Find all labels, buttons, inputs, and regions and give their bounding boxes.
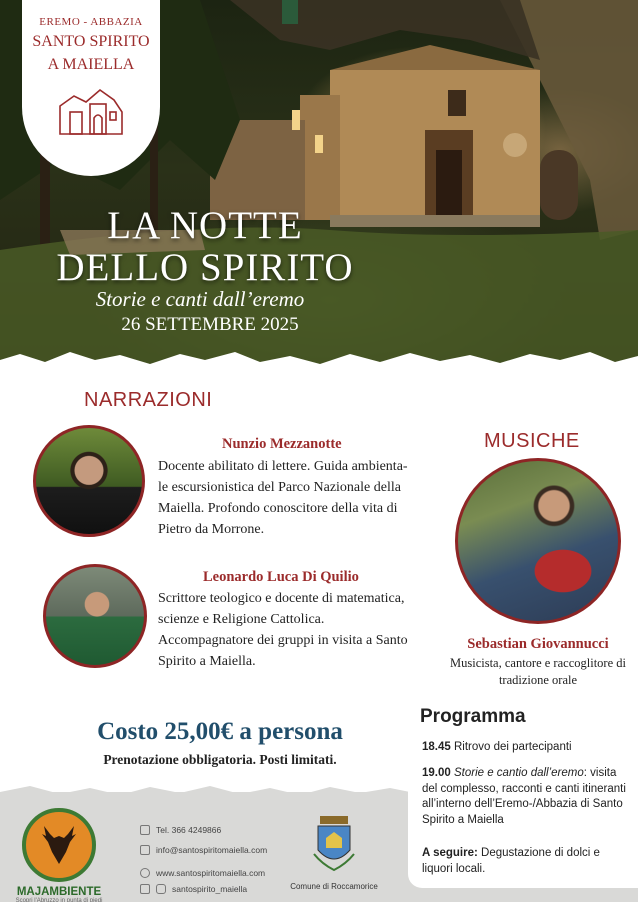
- hero-banner: [0, 0, 638, 375]
- programma-item-3: [422, 846, 627, 877]
- instagram-icon: [156, 884, 166, 894]
- social-text: santospirito_maiella: [172, 884, 248, 894]
- email-icon: [140, 845, 150, 855]
- event-title-line2: DELLO SPIRITO: [56, 246, 354, 289]
- contact-email[interactable]: [140, 845, 267, 855]
- event-subtitle: Storie e canti dall’eremo: [95, 287, 305, 311]
- programma-item-1: [422, 740, 627, 756]
- website-text: www.santospiritomaiella.com: [156, 868, 266, 878]
- contact-phone[interactable]: [140, 825, 221, 835]
- event-title-line1: LA NOTTE: [107, 204, 303, 247]
- programma-item-2-time: 19.00: [422, 767, 451, 779]
- contact-website[interactable]: [140, 868, 265, 878]
- programma-heading: Programma: [420, 706, 526, 727]
- email-text: info@santospiritomaiella.com: [156, 845, 268, 855]
- programma-item-3-text: Degustazione di dolci e liquori locali.: [422, 847, 600, 875]
- eremo-logo: [22, 0, 160, 176]
- globe-icon: [140, 868, 150, 878]
- deer-icon: [22, 808, 96, 882]
- logo-title-line1: SANTO SPIRITO: [32, 33, 150, 50]
- contact-social[interactable]: [140, 884, 247, 894]
- majambiente-slogan: Scopri l'Abruzzo in punta di piedi: [15, 898, 103, 902]
- majambiente-name: MAJAMBIENTE: [16, 886, 102, 898]
- programma-item-2: [422, 766, 627, 828]
- facebook-icon: [140, 884, 150, 894]
- narrator-2-description: Scrittore teologico e docente di matematica, scienze e Religione Cattolica. Accompagnatore dei gruppi in visita a Santo Spirito a Maiella.: [158, 591, 408, 669]
- coat-of-arms-icon: [312, 814, 356, 874]
- booking-note: Prenotazione obbligatoria. Posti limitati.: [103, 752, 337, 767]
- ticket-price: Costo 25,00€ a persona: [97, 718, 343, 745]
- phone-text: Tel. 366 4249866: [156, 825, 222, 835]
- logo-small-text: EREMO - ABBAZIA: [39, 16, 143, 28]
- programma-item-3-label: A seguire:: [422, 847, 478, 859]
- phone-icon: [140, 825, 150, 835]
- event-date: 26 SETTEMBRE 2025: [121, 314, 299, 335]
- musiche-heading: MUSICHE: [484, 430, 580, 452]
- majambiente-logo: [14, 808, 104, 902]
- narrator-1-description: Docente abilitato di lettere. Guida ambienta-le escursionistica del Parco Nazionale della Maiella. Profondo conoscitore della vita di Pietro da Morrone.: [158, 459, 408, 537]
- torn-paper-edge: [0, 340, 638, 375]
- comune-logo: [286, 814, 382, 891]
- comune-name: Comune di Roccamorice: [290, 882, 378, 891]
- musician-name: Sebastian Giovannucci: [467, 636, 609, 652]
- programma-item-1-time: 18.45: [422, 741, 451, 753]
- leonardo-di-quilio-photo: [43, 564, 147, 668]
- narrator-1-name: Nunzio Mezzanotte: [222, 436, 342, 452]
- programma-item-2-title: Storie e cantio dall’eremo: [453, 767, 584, 779]
- logo-title-line2: A MAIELLA: [47, 56, 135, 73]
- narrazioni-heading: NARRAZIONI: [84, 389, 213, 411]
- narrator-2-name: Leonardo Luca Di Quilio: [203, 569, 359, 585]
- sebastian-giovannucci-photo: [455, 458, 621, 624]
- programma-item-1-text: Ritrovo dei partecipanti: [453, 741, 572, 753]
- nunzio-mezzanotte-photo: [33, 425, 145, 537]
- programma-item-2-text: : visita del complesso, racconti e canti itineranti all’interno dell’Eremo-/Abbazia di Santo Spirito a Maiella: [422, 767, 626, 826]
- musician-description: Musicista, cantore e raccoglitore di tradizione orale: [450, 656, 626, 687]
- hermitage-drawing-icon: [56, 82, 126, 138]
